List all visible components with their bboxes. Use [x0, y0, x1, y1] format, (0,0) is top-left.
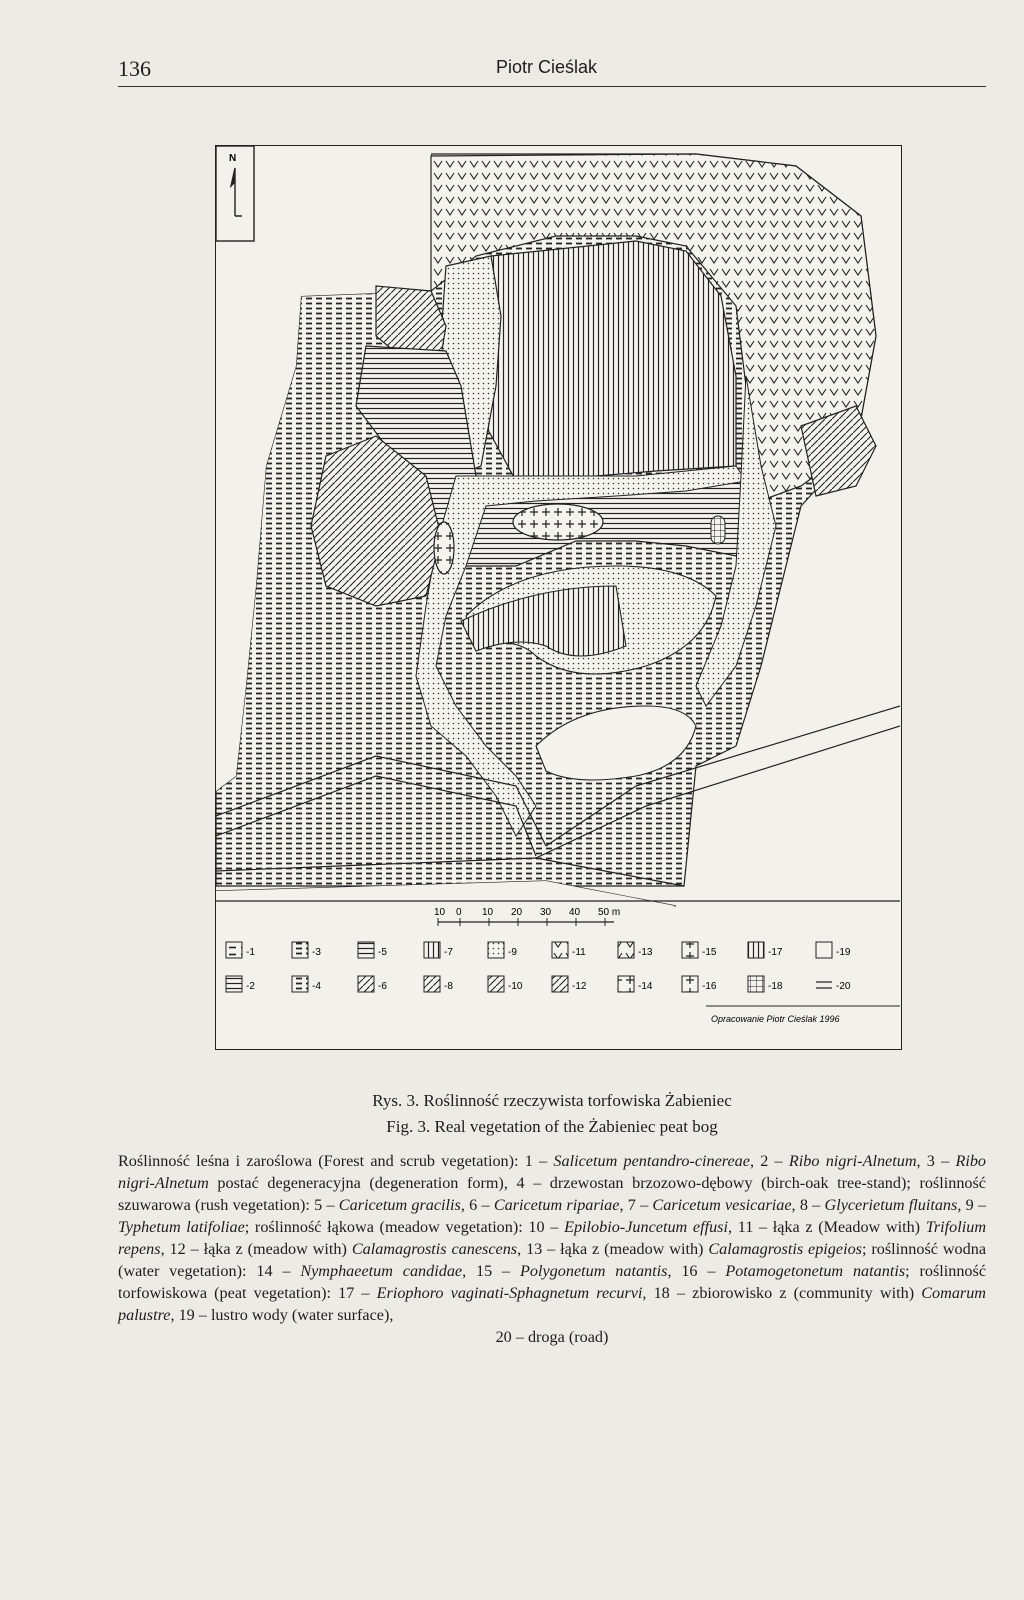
- legend-text-run: , 2 –: [749, 1152, 789, 1170]
- legend-label: -8: [444, 981, 453, 992]
- legend-text-run: , 8 –: [791, 1196, 825, 1214]
- legend-taxon-name: Typhetum latifoliae: [118, 1218, 245, 1236]
- north-label: N: [229, 153, 237, 164]
- legend-swatch-13: [618, 942, 634, 958]
- legend-taxon-name: Calamagrostis canescens: [351, 1240, 518, 1258]
- legend-taxon-name: Caricetum vesicariae: [652, 1196, 792, 1214]
- legend-taxon-name: Calamagrostis epigeios: [708, 1240, 862, 1258]
- legend-taxon-name: Eriophoro vaginati-Sphagnetum recurvi: [376, 1284, 643, 1302]
- legend-label: -11: [572, 947, 586, 958]
- vegetation-map: [216, 146, 900, 1048]
- legend-swatch-6: [358, 976, 374, 992]
- legend-text-run: , 19 – lustro wody (water surface),: [170, 1306, 394, 1324]
- legend-taxon-name: Salicetum pentandro-cinereae: [553, 1152, 750, 1170]
- legend-taxon-name: Caricetum ripariae: [493, 1196, 620, 1214]
- legend-description: [118, 1150, 986, 1348]
- legend-label: -19: [836, 947, 851, 958]
- scale-tick-label: 50 m: [598, 907, 621, 918]
- scale-bar: [434, 907, 620, 926]
- legend-taxon-name: Glycerietum fluitans: [824, 1196, 958, 1214]
- legend-taxon-name: Trifolium repens: [118, 1218, 987, 1258]
- scale-tick-label: 10: [482, 907, 494, 918]
- legend-swatch-9: [488, 942, 504, 958]
- legend-swatch-4: [292, 976, 308, 992]
- map-area-potamogeton: [434, 522, 454, 574]
- legend-description-body: [118, 1152, 986, 1324]
- legend-text-run: , 11 – łąka z (Meadow with): [727, 1218, 926, 1236]
- legend-taxon-name: Epilobio-Juncetum effusi: [564, 1218, 728, 1236]
- legend-swatch-5: [358, 942, 374, 958]
- legend-swatch-10: [488, 976, 504, 992]
- legend-text-run: , 3 –: [916, 1152, 956, 1170]
- map-area-nymphaea: [513, 504, 603, 540]
- map-area-comarum: [711, 516, 725, 544]
- map-credit: Opracowanie Piotr Cieślak 1996: [711, 1014, 840, 1024]
- legend-label: -17: [768, 947, 783, 958]
- legend-label: -4: [312, 981, 321, 992]
- legend-label: -5: [378, 947, 387, 958]
- legend-label: -10: [508, 981, 523, 992]
- running-author: Piotr Cieślak: [496, 57, 598, 77]
- legend-text-run: ; roślinność łąkowa (meadow vegetation): 10 –: [244, 1218, 565, 1236]
- caption-polish: Rys. 3. Roślinność rzeczywista torfowiska Żabieniec: [372, 1091, 732, 1110]
- legend-taxon-name: Potamogetonetum natantis: [725, 1262, 906, 1280]
- legend-swatch-19: [816, 942, 832, 958]
- scale-tick-label: 40: [569, 907, 581, 918]
- legend-label: -16: [702, 981, 717, 992]
- legend-label: -13: [638, 947, 653, 958]
- legend-text-run: , 6 –: [460, 1196, 494, 1214]
- legend-swatch-18: [748, 976, 764, 992]
- legend-swatch-7: [424, 942, 440, 958]
- legend-label: -1: [246, 947, 255, 958]
- legend-swatch-11: [552, 942, 568, 958]
- legend-taxon-name: Polygonetum natantis: [520, 1262, 668, 1280]
- legend-swatch-1: [226, 942, 242, 958]
- legend-label: -6: [378, 981, 387, 992]
- legend-taxon-name: Ribo nigri-Alnetum: [118, 1152, 987, 1192]
- scale-tick-label: 20: [511, 907, 523, 918]
- legend-label: -9: [508, 947, 517, 958]
- legend-text-run: , 15 –: [462, 1262, 520, 1280]
- map-area-sphagnum: [471, 241, 736, 481]
- legend-swatch-3: [292, 942, 308, 958]
- legend-label: -3: [312, 947, 321, 958]
- vegetation-map-figure: [215, 145, 902, 1050]
- legend-label: -12: [572, 981, 587, 992]
- legend-taxon-name: Ribo nigri-Alnetum: [788, 1152, 917, 1170]
- legend-swatch-8: [424, 976, 440, 992]
- legend-text-run: Roślinność leśna i zaroślowa (Forest and scrub vegetation): 1 –: [118, 1152, 554, 1170]
- legend-text-run: , 18 – zbiorowisko z (community with): [642, 1284, 922, 1302]
- legend-swatch-15: [682, 942, 698, 958]
- legend-label: -7: [444, 947, 453, 958]
- legend-text-run: , 7 –: [619, 1196, 653, 1214]
- legend-text-run: , 9 –: [957, 1196, 987, 1214]
- legend-label: -15: [702, 947, 717, 958]
- scale-tick-label: 10: [434, 907, 446, 918]
- legend: [226, 942, 851, 992]
- legend-swatch-20: [816, 982, 832, 988]
- legend-label: -18: [768, 981, 783, 992]
- legend-swatch-16: [682, 976, 698, 992]
- legend-label: -14: [638, 981, 653, 992]
- figure-caption: [118, 1090, 986, 1138]
- legend-label: -2: [246, 981, 255, 992]
- scale-tick-label: 0: [456, 907, 462, 918]
- legend-swatch-2: [226, 976, 242, 992]
- page-number: 136: [118, 56, 151, 81]
- legend-taxon-name: Caricetum gracilis: [338, 1196, 461, 1214]
- legend-swatch-12: [552, 976, 568, 992]
- legend-label: -20: [836, 981, 851, 992]
- caption-english: Fig. 3. Real vegetation of the Żabieniec peat bog: [386, 1117, 718, 1136]
- legend-text-run: ; roślinność torfowiskowa (peat vegetation): 17 –: [118, 1262, 987, 1302]
- legend-swatch-17: [748, 942, 764, 958]
- legend-taxon-name: Comarum palustre: [118, 1284, 986, 1324]
- legend-swatch-14: [618, 976, 634, 992]
- legend-taxon-name: Nymphaeetum candidae: [300, 1262, 463, 1280]
- scale-tick-label: 30: [540, 907, 552, 918]
- legend-text-run: ; roślinność wodna (water vegetation): 14 –: [118, 1240, 987, 1280]
- legend-description-last: 20 – droga (road): [495, 1328, 609, 1346]
- legend-text-run: postać degeneracyjna (degeneration form), 4 – drzewostan brzozowo-dębowy (birch-oak tree-stand); roślinność szuwarowa (rush vegetation): 5 –: [118, 1174, 986, 1214]
- legend-text-run: , 12 – łąka z (meadow with): [160, 1240, 352, 1258]
- legend-text-run: , 16 –: [667, 1262, 726, 1280]
- legend-text-run: , 13 – łąka z (meadow with): [517, 1240, 709, 1258]
- running-header: [118, 52, 986, 87]
